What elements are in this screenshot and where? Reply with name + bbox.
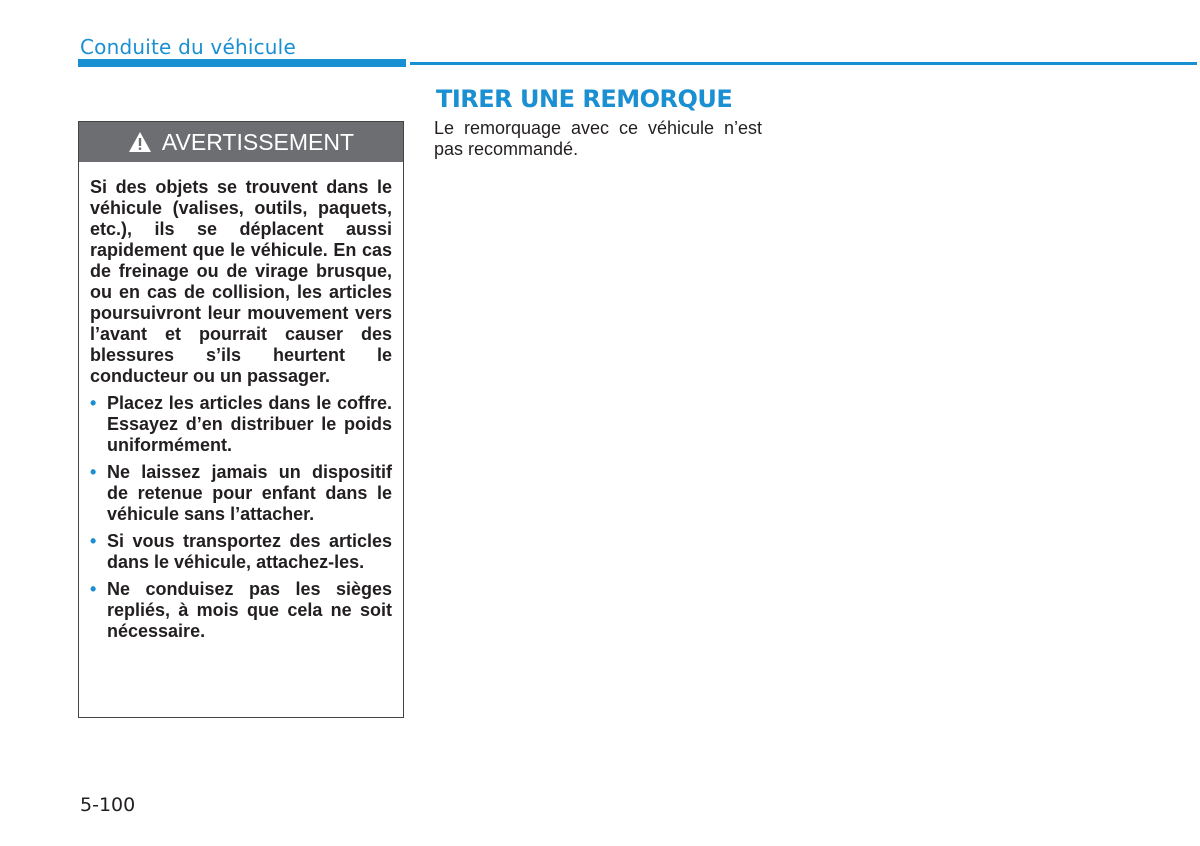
header-rule-thin: [410, 62, 1197, 65]
warning-triangle-icon: [128, 131, 152, 153]
warning-bullet: [90, 462, 392, 525]
warning-bullet: [90, 531, 392, 573]
warning-bullet-text: Ne laissez jamais un dispositif de retenue pour enfant dans le véhicule sans l’attacher.: [107, 462, 392, 524]
section-body: Le remorquage avec ce véhicule n’est pas recommandé.: [434, 118, 762, 159]
warning-bullet-text: Ne conduisez pas les sièges repliés, à mois que cela ne soit nécessaire.: [107, 579, 392, 641]
warning-intro: Si des objets se trouvent dans le véhicule (valises, outils, paquets, etc.), ils se déplacent aussi rapidement que le véhicule. En cas de freinage ou de virage brusque, ou en cas de collision, les articles poursuivront leur mouvement vers l’avant et pourrait causer des blessures s’ils heurtent le conducteur ou un passager.: [90, 177, 392, 386]
page-number: 5-100: [80, 794, 136, 816]
bullet-dot-icon: •: [90, 579, 97, 599]
warning-box: [78, 121, 404, 718]
warning-body: [79, 162, 403, 642]
header-title: Conduite du véhicule: [80, 35, 296, 59]
warning-bullet: [90, 579, 392, 642]
bullet-dot-icon: •: [90, 462, 97, 482]
warning-title: AVERTISSEMENT: [161, 128, 355, 155]
warning-bullet: [90, 393, 392, 456]
warning-header: [79, 122, 403, 162]
header-rule-thick: [78, 59, 406, 67]
warning-bullet-text: Placez les articles dans le coffre. Essayez d’en distribuer le poids uniformément.: [107, 393, 392, 455]
warning-bullet-text: Si vous transportez des articles dans le véhicule, attachez-les.: [107, 531, 392, 572]
bullet-dot-icon: •: [90, 393, 97, 413]
bullet-dot-icon: •: [90, 531, 97, 551]
section-title: TIRER UNE REMORQUE: [436, 85, 733, 113]
